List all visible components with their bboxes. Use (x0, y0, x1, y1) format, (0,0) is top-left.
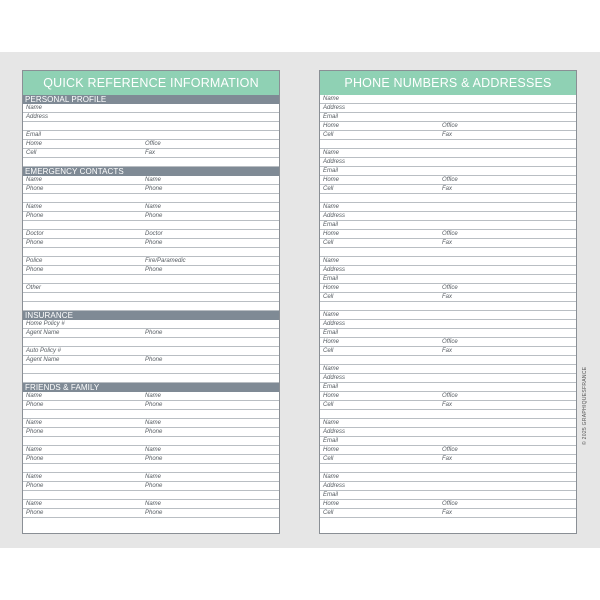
field-label: Email (323, 384, 339, 390)
section-heading: EMERGENCY CONTACTS (23, 167, 279, 176)
field-label: Home (323, 285, 340, 291)
field-label: Fax (442, 132, 453, 138)
form-row[interactable] (23, 158, 279, 167)
form-row[interactable] (23, 266, 279, 275)
field-label: Fax (442, 510, 453, 516)
field-label: Phone (26, 456, 44, 462)
form-row[interactable] (23, 302, 279, 311)
field-label: Home (323, 231, 340, 237)
field-label: Name (323, 258, 340, 264)
form-row[interactable] (320, 311, 576, 320)
form-row[interactable] (320, 464, 576, 473)
form-row[interactable] (320, 491, 576, 500)
form-row[interactable] (23, 104, 279, 113)
form-row[interactable] (23, 401, 279, 410)
field-label: Home (323, 339, 340, 345)
form-row[interactable] (23, 176, 279, 185)
form-row[interactable] (320, 356, 576, 365)
copyright-text: © 2025 GRAPHIQUESFRANCE (582, 366, 588, 445)
form-row[interactable] (23, 491, 279, 500)
field-label: Other (26, 285, 42, 291)
field-label: Fax (442, 186, 453, 192)
field-label: Office (442, 393, 458, 399)
form-row[interactable] (320, 401, 576, 410)
field-label: Phone (26, 510, 44, 516)
field-label: Phone (26, 429, 44, 435)
field-label: Home (323, 123, 340, 129)
field-label: Name (323, 204, 340, 210)
field-label: Office (442, 285, 458, 291)
form-row[interactable] (320, 347, 576, 356)
field-label: Phone (145, 429, 163, 435)
field-label: Name (145, 177, 162, 183)
form-row[interactable] (320, 509, 576, 518)
field-label: Phone (145, 267, 163, 273)
field-label: Police (26, 258, 43, 264)
form-row[interactable] (320, 500, 576, 509)
field-label: Agent Name (26, 330, 60, 336)
field-label: Cell (323, 132, 334, 138)
form-row[interactable] (320, 167, 576, 176)
field-label: Office (442, 339, 458, 345)
field-label: Name (26, 501, 43, 507)
form-row[interactable] (23, 239, 279, 248)
field-label: Fire/Paramedic (145, 258, 186, 264)
form-row[interactable] (320, 338, 576, 347)
form-row[interactable] (320, 437, 576, 446)
form-row[interactable] (320, 248, 576, 257)
form-row[interactable] (23, 320, 279, 329)
form-row[interactable] (320, 383, 576, 392)
form-row[interactable] (23, 365, 279, 374)
form-row[interactable] (23, 275, 279, 284)
form-row[interactable] (320, 428, 576, 437)
field-label: Email (323, 114, 339, 120)
field-label: Name (26, 474, 43, 480)
field-label: Cell (26, 150, 37, 156)
field-label: Address (323, 213, 346, 219)
field-label: Phone (145, 402, 163, 408)
form-row[interactable] (320, 239, 576, 248)
form-row[interactable] (23, 446, 279, 455)
form-row[interactable] (320, 185, 576, 194)
field-label: Phone (145, 510, 163, 516)
field-label: Office (442, 123, 458, 129)
field-label: Cell (323, 510, 334, 516)
field-label: Phone (26, 402, 44, 408)
form-row[interactable] (320, 410, 576, 419)
form-row[interactable] (23, 455, 279, 464)
right-page-title: PHONE NUMBERS & ADDRESSES (320, 71, 576, 95)
form-row[interactable] (23, 230, 279, 239)
form-row[interactable] (23, 437, 279, 446)
field-label: Phone (145, 357, 163, 363)
field-label: Office (442, 177, 458, 183)
right-page (319, 70, 577, 534)
field-label: Phone (26, 483, 44, 489)
form-row[interactable] (23, 149, 279, 158)
form-row[interactable] (320, 392, 576, 401)
field-label: Phone (26, 240, 44, 246)
field-label: Name (145, 393, 162, 399)
field-label: Name (26, 393, 43, 399)
field-label: Name (145, 447, 162, 453)
form-row[interactable] (23, 356, 279, 365)
field-label: Home (323, 447, 340, 453)
field-label: Name (323, 150, 340, 156)
field-label: Phone (145, 483, 163, 489)
form-row[interactable] (23, 185, 279, 194)
field-label: Phone (26, 267, 44, 273)
field-label: Office (145, 141, 161, 147)
form-row[interactable] (23, 284, 279, 293)
form-row[interactable] (23, 257, 279, 266)
field-label: Cell (323, 186, 334, 192)
field-label: Office (442, 501, 458, 507)
field-label: Email (323, 438, 339, 444)
field-label: Name (26, 420, 43, 426)
form-row[interactable] (23, 410, 279, 419)
form-row[interactable] (320, 131, 576, 140)
field-label: Name (323, 96, 340, 102)
field-label: Name (26, 177, 43, 183)
field-label: Fax (145, 150, 156, 156)
form-row[interactable] (320, 374, 576, 383)
form-row[interactable] (23, 293, 279, 302)
field-label: Office (442, 231, 458, 237)
field-label: Name (26, 105, 43, 111)
field-label: Phone (145, 330, 163, 336)
field-label: Name (145, 204, 162, 210)
form-row[interactable] (320, 293, 576, 302)
field-label: Home Policy # (26, 321, 65, 327)
section-heading: FRIENDS & FAMILY (23, 383, 279, 392)
field-label: Agent Name (26, 357, 60, 363)
form-row[interactable] (320, 257, 576, 266)
field-label: Phone (26, 213, 44, 219)
field-label: Office (442, 447, 458, 453)
field-label: Address (26, 114, 49, 120)
field-label: Home (323, 501, 340, 507)
field-label: Name (145, 420, 162, 426)
form-row[interactable] (23, 500, 279, 509)
field-label: Cell (323, 348, 334, 354)
field-label: Fax (442, 240, 453, 246)
form-row[interactable] (320, 140, 576, 149)
form-row[interactable] (23, 221, 279, 230)
form-row[interactable] (23, 509, 279, 518)
left-page (22, 70, 280, 534)
field-label: Email (323, 168, 339, 174)
field-label: Name (145, 501, 162, 507)
field-label: Address (323, 267, 346, 273)
form-row[interactable] (23, 473, 279, 482)
field-label: Email (323, 276, 339, 282)
form-row[interactable] (23, 113, 279, 122)
section-heading: INSURANCE (23, 311, 279, 320)
field-label: Email (323, 222, 339, 228)
field-label: Address (323, 375, 346, 381)
form-row[interactable] (320, 95, 576, 104)
form-row[interactable] (23, 194, 279, 203)
form-row[interactable] (320, 104, 576, 113)
field-label: Home (26, 141, 43, 147)
form-row[interactable] (23, 131, 279, 140)
form-row[interactable] (320, 158, 576, 167)
field-label: Name (145, 474, 162, 480)
field-label: Doctor (26, 231, 44, 237)
form-row[interactable] (320, 194, 576, 203)
field-label: Email (323, 492, 339, 498)
field-label: Phone (26, 186, 44, 192)
left-page-body (23, 95, 279, 518)
field-label: Name (26, 447, 43, 453)
field-label: Address (323, 105, 346, 111)
field-label: Address (323, 483, 346, 489)
form-row[interactable] (320, 266, 576, 275)
form-row[interactable] (320, 176, 576, 185)
field-label: Cell (323, 456, 334, 462)
form-row[interactable] (320, 473, 576, 482)
field-label: Home (323, 177, 340, 183)
form-row[interactable] (320, 329, 576, 338)
form-row[interactable] (23, 122, 279, 131)
section-heading: PERSONAL PROFILE (23, 95, 279, 104)
field-label: Fax (442, 294, 453, 300)
form-row[interactable] (320, 455, 576, 464)
form-row[interactable] (320, 122, 576, 131)
field-label: Name (323, 474, 340, 480)
field-label: Fax (442, 402, 453, 408)
left-page-title: QUICK REFERENCE INFORMATION (23, 71, 279, 95)
form-row[interactable] (320, 284, 576, 293)
form-row[interactable] (320, 230, 576, 239)
form-row[interactable] (23, 428, 279, 437)
right-page-body (320, 95, 576, 518)
field-label: Cell (323, 240, 334, 246)
field-label: Name (26, 204, 43, 210)
form-row[interactable] (320, 419, 576, 428)
form-row[interactable] (320, 212, 576, 221)
field-label: Home (323, 393, 340, 399)
field-label: Name (323, 312, 340, 318)
form-row[interactable] (320, 365, 576, 374)
field-label: Auto Policy # (26, 348, 62, 354)
field-label: Cell (323, 402, 334, 408)
form-row[interactable] (23, 464, 279, 473)
form-row[interactable] (320, 446, 576, 455)
form-row[interactable] (320, 320, 576, 329)
field-label: Phone (145, 456, 163, 462)
form-row[interactable] (320, 302, 576, 311)
form-row[interactable] (23, 248, 279, 257)
field-label: Address (323, 429, 346, 435)
field-label: Fax (442, 348, 453, 354)
field-label: Email (323, 330, 339, 336)
form-row[interactable] (23, 329, 279, 338)
form-row[interactable] (23, 140, 279, 149)
form-row[interactable] (320, 275, 576, 284)
field-label: Doctor (145, 231, 163, 237)
field-label: Cell (323, 294, 334, 300)
form-row[interactable] (320, 221, 576, 230)
form-row[interactable] (23, 338, 279, 347)
field-label: Address (323, 321, 346, 327)
field-label: Name (323, 420, 340, 426)
form-row[interactable] (23, 374, 279, 383)
form-row[interactable] (320, 149, 576, 158)
form-row[interactable] (23, 203, 279, 212)
form-row[interactable] (320, 113, 576, 122)
field-label: Email (26, 132, 42, 138)
field-label: Fax (442, 456, 453, 462)
planner-spread (0, 52, 600, 548)
field-label: Address (323, 159, 346, 165)
form-row[interactable] (23, 347, 279, 356)
field-label: Phone (145, 186, 163, 192)
form-row[interactable] (23, 482, 279, 491)
form-row[interactable] (320, 482, 576, 491)
form-row[interactable] (23, 392, 279, 401)
field-label: Phone (145, 240, 163, 246)
form-row[interactable] (320, 203, 576, 212)
field-label: Phone (145, 213, 163, 219)
form-row[interactable] (23, 212, 279, 221)
form-row[interactable] (23, 419, 279, 428)
field-label: Name (323, 366, 340, 372)
